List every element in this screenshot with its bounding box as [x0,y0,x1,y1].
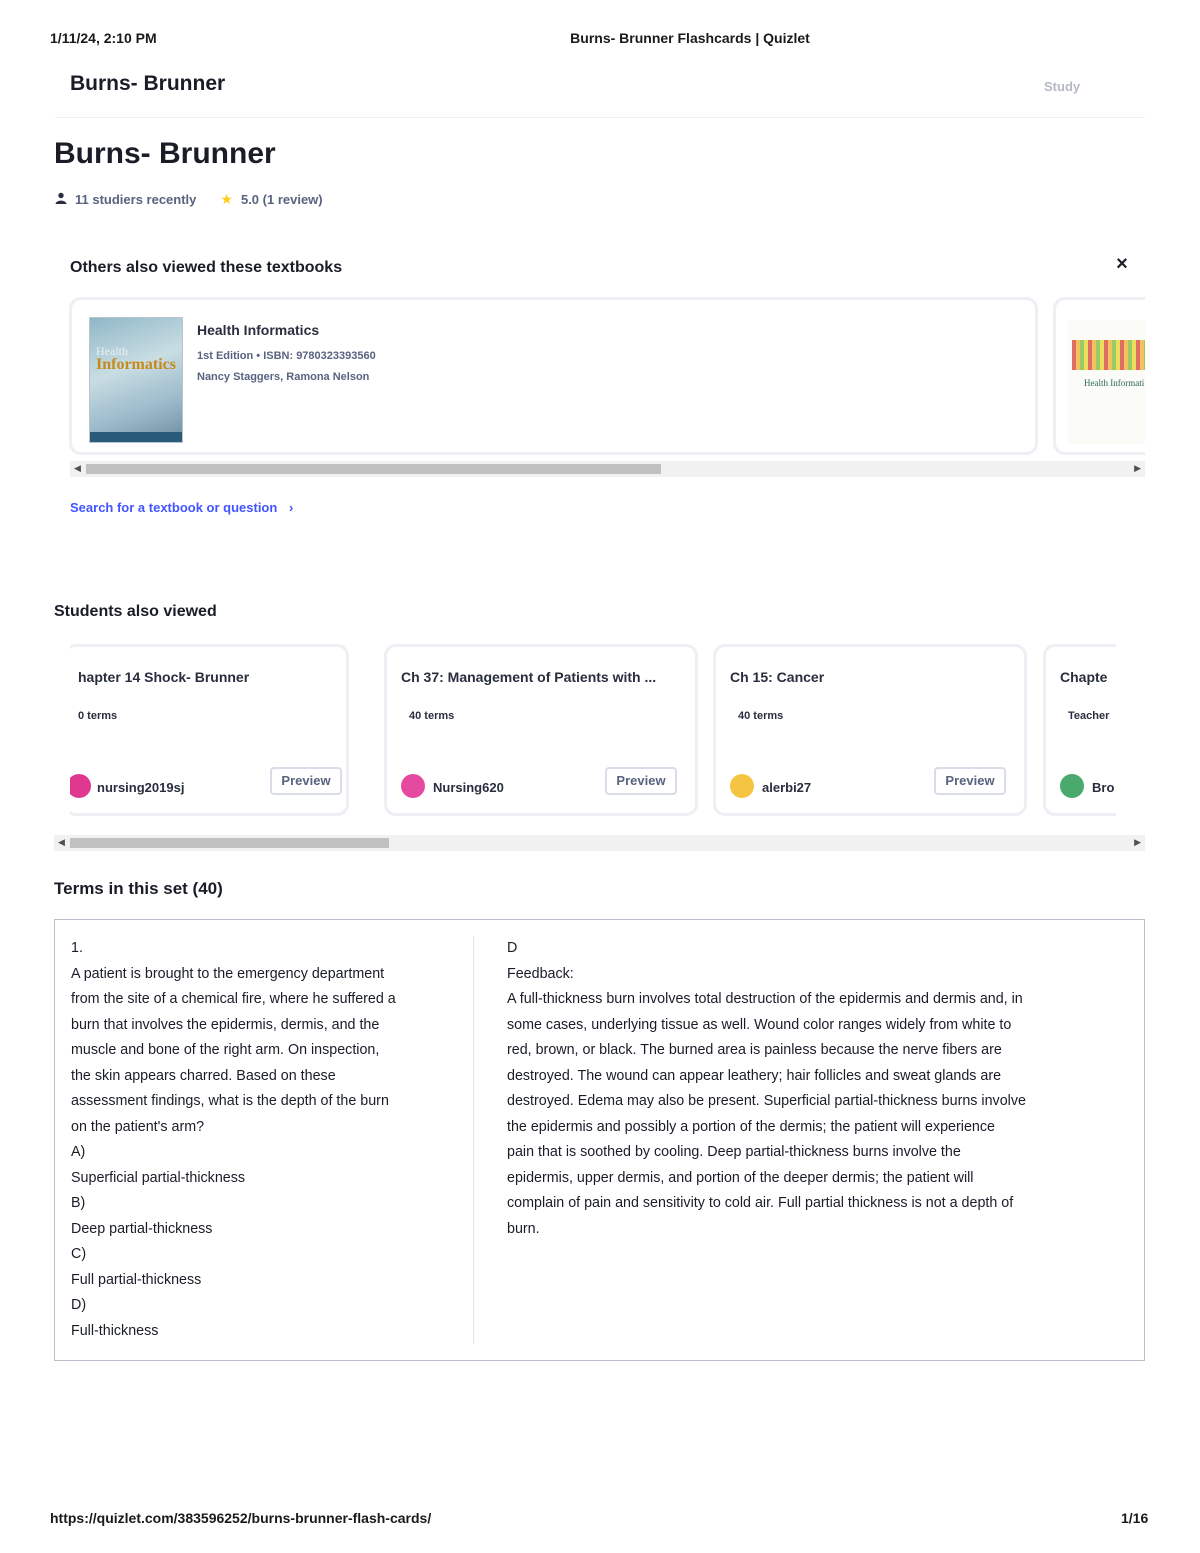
study-set-user[interactable]: nursing2019sj [97,780,185,795]
scroll-left-icon[interactable]: ◀ [58,837,65,847]
scroll-left-icon[interactable]: ◀ [74,463,81,473]
print-datetime: 1/11/24, 2:10 PM [50,30,157,46]
star-icon: ★ [220,191,233,207]
students-also-viewed-heading: Students also viewed [54,603,217,620]
scroll-thumb[interactable] [70,838,389,848]
students-scrollbar[interactable] [54,835,1145,851]
study-set-card[interactable] [384,644,698,816]
study-set-card[interactable] [1043,644,1116,816]
study-set-terms: Teacher [1068,710,1110,722]
terms-heading: Terms in this set (40) [54,879,223,898]
study-set-card[interactable] [70,644,349,816]
study-set-terms: 40 terms [738,710,784,722]
study-set-user[interactable]: Bro [1092,780,1115,795]
study-set-user[interactable]: Nursing620 [433,780,504,795]
study-set-title: Ch 15: Cancer [730,669,825,685]
study-set-title: Ch 37: Management of Patients with ... [401,669,657,685]
definition-text: D Feedback: A full-thickness burn involves total destruction of the epidermis and dermis and, in some cases, underlying tissue as well. Wound color ranges widely from white to red, brown, or black. The burned area is painless because the nerve fibers are destroyed. The wound can appear leathery; hair follicles and sweat glands are destroyed. Edema may also be present. Superficial partial-thickness burns involve the epidermis and possibly a portion of the dermis; the patient will experience pain that is soothed by cooling. Deep partial-thickness burns involve the epidermis, upper dermis, and portion of the deeper dermis; the patient will complain of pain and sensitivity to cold air. Full partial thickness is not a depth of burn. [507,940,1026,1237]
print-page-number: 1/16 [1121,1510,1149,1526]
chevron-right-icon: › [288,500,294,515]
preview-button[interactable]: Preview [605,767,677,795]
book-cover-image: Health Informatics [89,317,183,443]
textbooks-heading: Others also viewed these textbooks [70,259,343,276]
students-also-viewed-track [70,0,1116,830]
term-divider [473,936,474,1344]
rating-text[interactable]: 5.0 (1 review) [240,192,323,207]
page-title: Burns- Brunner [54,137,276,170]
term-card [54,919,1145,1361]
study-button[interactable]: Study [1044,79,1081,94]
avatar [70,774,91,798]
scroll-right-icon[interactable]: ▶ [1134,837,1141,847]
study-set-title: Chapte [1060,669,1108,685]
avatar [1060,774,1084,798]
scroll-right-icon[interactable]: ▶ [1134,463,1141,473]
studiers-count[interactable]: 11 studiers recently [75,192,197,207]
study-set-card[interactable] [713,644,1027,816]
study-set-terms: 0 terms [78,710,118,722]
preview-button[interactable]: Preview [270,767,342,795]
avatar [401,774,425,798]
study-set-terms: 40 terms [409,710,455,722]
avatar [730,774,754,798]
book-cover-image: Health Informati [1068,320,1145,444]
print-page-title: Burns- Brunner Flashcards | Quizlet [570,30,810,46]
topbar-set-title: Burns- Brunner [70,72,226,95]
textbook-title: Health Informatics [197,322,320,338]
term-text: 1. A patient is brought to the emergency department from the site of a chemical fire, where he suffered a burn that involves the epidermis, dermis, and the muscle and bone of the right arm. On inspection, the skin appears charred. Based on these assessment findings, what is the depth of the burn on the patient's arm? A) Superficial partial-thickness B) Deep partial-thickness C) Full partial-thickness D) Full-thickness [71,940,396,1339]
preview-button[interactable]: Preview [934,767,1006,795]
search-textbook-link[interactable]: Search for a textbook or question › [70,500,294,515]
study-set-user[interactable]: alerbi27 [762,780,812,795]
textbook-authors: Nancy Staggers, Ramona Nelson [197,371,370,383]
study-set-title: hapter 14 Shock- Brunner [78,669,250,685]
close-icon[interactable]: × [1116,253,1128,275]
textbook-edition: 1st Edition • ISBN: 9780323393560 [197,350,376,362]
print-url: https://quizlet.com/383596252/burns-brunner-flash-cards/ [50,1510,432,1526]
user-icon [55,192,67,207]
